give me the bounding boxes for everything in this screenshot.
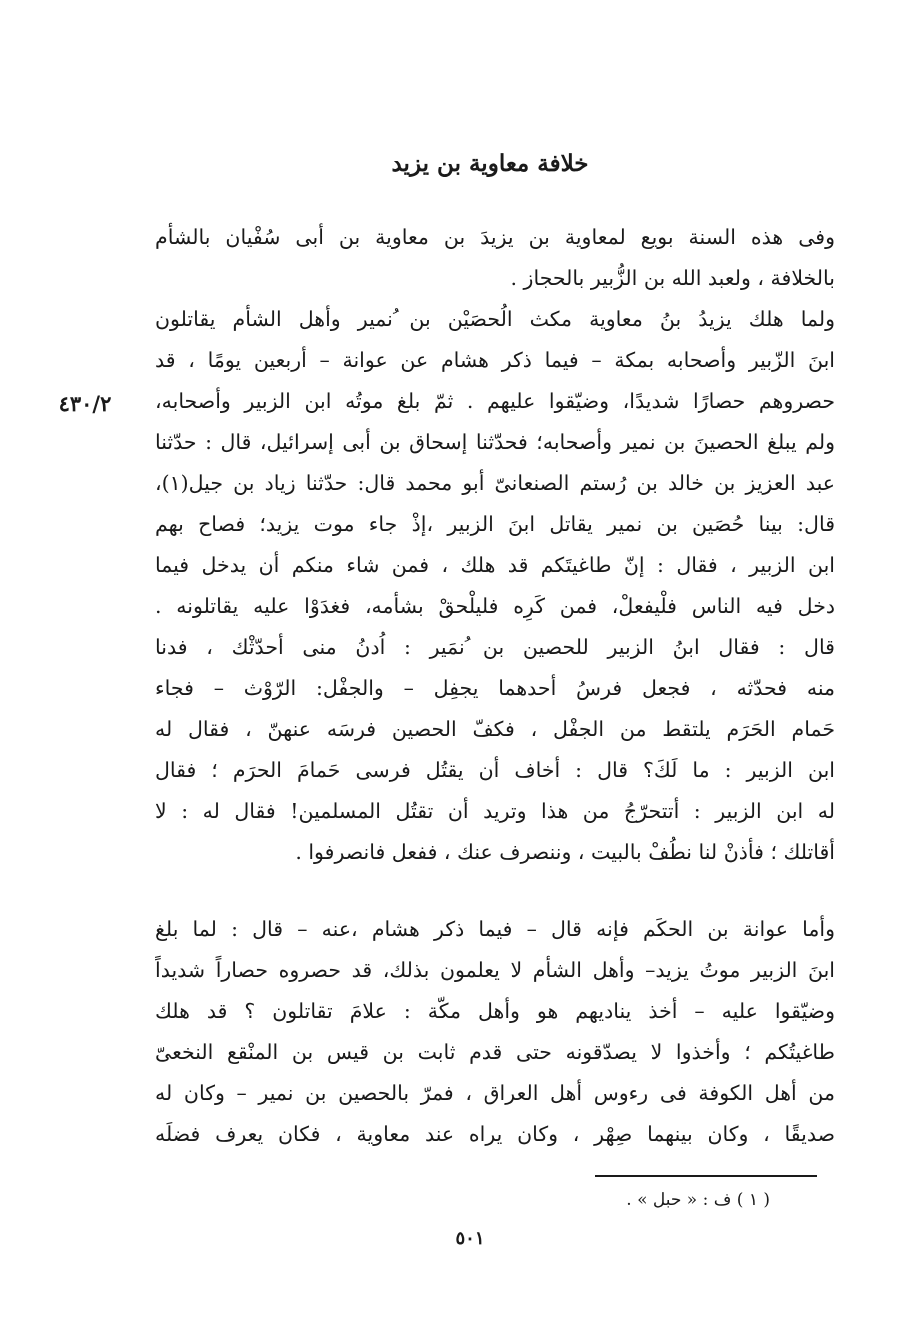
paragraph-3 — [155, 909, 835, 1155]
chapter-title: خلافة معاوية بن يزيد — [391, 150, 589, 177]
text-line: طاغيتُكم ؛ وأخذوا لا يصدّقونه حتى قدم ثابت بن قيس بن المنْقع النخعىّ — [155, 1040, 835, 1064]
text-line: ولم يبلغ الحصينَ بن نمير وأصحابه؛ فحدّثنا إسحاق بن أبى إسرائيل، قال : حدّثنا — [155, 430, 835, 454]
text-line: ابنَ الزبير موتُ يزيد– وأهل الشأم لا يعلمون بذلك، قد حصروه حصاراً شديداً — [155, 958, 835, 982]
text-line: ابنَ الزّبير وأصحابه بمكة – فيما ذكر هشام عن عوانة – أربعين يومًا ، قد — [155, 348, 835, 372]
text-line: له ابن الزبير : أتتحرّجُ من هذا وتريد أن تقتُل المسلمين! فقال له : لا — [155, 799, 835, 823]
text-line: من أهل الكوفة فى رءوس أهل العراق ، فمرّ بالحصين بن نمير – وكان له — [155, 1081, 835, 1105]
text-line: وضيّقوا عليه – أخذ يناديهم هو وأهل مكّة : علامَ تقاتلون ؟ قد هلك — [155, 999, 835, 1023]
text-line: دخل فيه الناس فلْيفعلْ، فمن كَرِه فليلْحقْ بشأمه، فغدَوْا عليه يقاتلونه . — [155, 594, 835, 618]
text-line: ابن الزبير : ما لَكَ؟ قال : أخاف أن يقتُل فرسى حَمامَ الحرَم ؛ فقال — [155, 758, 835, 782]
page-number: ٥٠١ — [455, 1228, 485, 1249]
text-line: ولما هلك يزيدُ بنُ معاوية مكث الُحصَيْن بن ُنمير وأهل الشأم يقاتلون — [155, 307, 835, 331]
text-line: وفى هذه السنة بويع لمعاوية بن يزيدَ بن معاوية بن أبى سُفْيان بالشأم — [155, 225, 835, 249]
text-line: قال : فقال ابنُ الزبير للحصين بن ُنمَير : اُدنُ منى أحدّثْك ، فدنا — [155, 635, 835, 659]
footnote: ( ١ ) ف : « حبل » . — [626, 1190, 770, 1210]
paragraph-2 — [155, 299, 835, 873]
text-line: أقاتلك ؛ فأذنْ لنا نطُفْ بالبيت ، وننصرف عنك ، ففعل فانصرفوا . — [295, 840, 835, 864]
paragraph-1 — [155, 217, 835, 299]
footnote-divider — [595, 1175, 817, 1177]
margin-reference: ٤٣٠/٢ — [58, 391, 112, 416]
text-line: عبد العزيز بن خالد بن رُستم الصنعانىّ أبو محمد قال: حدّثنا زياد بن جيل(١)، — [155, 471, 835, 495]
text-line: وأما عوانة بن الحكَم فإنه قال – فيما ذكر هشام ،عنه – قال : لما بلغ — [155, 917, 835, 941]
text-line: حصروهم حصارًا شديدًا، وضيّقوا عليهم . ثمّ بلغ موتُه ابن الزبير وأصحابه، — [155, 389, 835, 413]
text-line: قال: بينا حُصَين بن نمير يقاتل ابنَ الزبير ،إذْ جاء موت يزيد؛ فصاح بهم — [155, 512, 835, 536]
text-line: بالخلافة ، ولعبد الله بن الزُّبير بالحجاز . — [510, 266, 835, 290]
text-line: ابن الزبير ، فقال : إنّ طاغيتَكم قد هلك ، فمن شاء منكم أن يدخل فيما — [155, 553, 835, 577]
text-line: حَمام الحَرَم يلتقط من الجفْل ، فكفّ الحصين فرسَه عنهنّ ، فقال له — [155, 717, 835, 741]
text-line: منه فحدّثه ، فجعل فرسُ أحدهما يجفِل – والجفْل: الرّوْث – فجاء — [155, 676, 835, 700]
text-line: صديقًا ، وكان بينهما صِهْر ، وكان يراه عند معاوية ، فكان يعرف فضلَه — [155, 1122, 835, 1146]
